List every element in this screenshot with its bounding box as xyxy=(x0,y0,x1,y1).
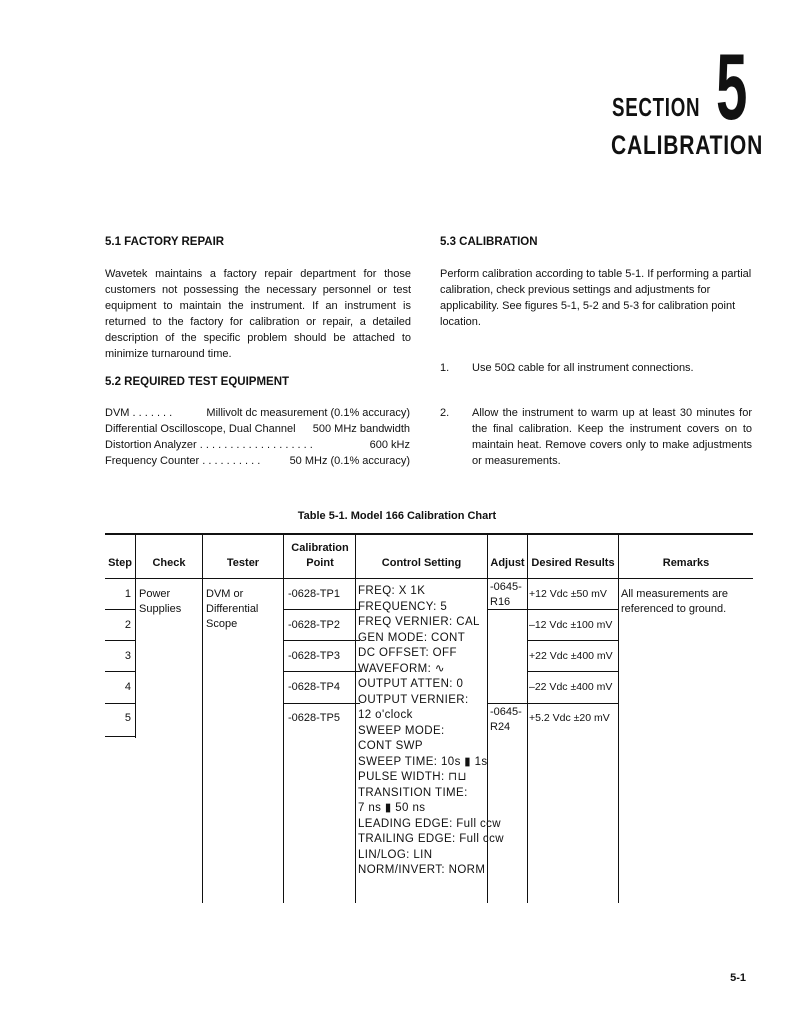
cal-point-cell: -0628-TP1 xyxy=(288,588,340,600)
header-step: Step xyxy=(108,557,132,569)
equipment-item xyxy=(105,453,410,469)
header-adjust: Adjust xyxy=(490,557,525,569)
cal-point-cell: -0628-TP4 xyxy=(288,681,340,693)
step-cell: 1 xyxy=(124,588,131,600)
row-rule xyxy=(105,671,136,672)
cal-point-cell: -0628-TP2 xyxy=(288,619,340,631)
desired-result-cell: +5.2 Vdc ±20 mV xyxy=(529,712,610,724)
control-setting-line: 7 ns ▮ 50 ns xyxy=(358,802,426,814)
column-rule xyxy=(355,533,356,903)
column-rule xyxy=(618,533,619,903)
test-equipment-list xyxy=(105,405,410,469)
equipment-spec: 50 MHz (0.1% accuracy) xyxy=(289,455,410,467)
equipment-name: Differential Oscilloscope, Dual Channel xyxy=(105,423,296,435)
cal-point-cell: -0628-TP3 xyxy=(288,650,340,662)
row-rule xyxy=(105,609,136,610)
row-rule xyxy=(283,703,360,704)
step-text: Allow the instrument to warm up at least 30 minutes for the final calibration. Keep the instrument covers on to maintain heat. Remove covers only to make adjustments or measurements. xyxy=(472,407,752,467)
equipment-item xyxy=(105,405,410,421)
table-caption: Table 5-1. Model 166 Calibration Chart xyxy=(297,510,497,522)
equipment-name: DVM . . . . . . . xyxy=(105,407,173,419)
row-rule xyxy=(527,671,618,672)
control-setting-line: LEADING EDGE: Full ccw xyxy=(358,817,501,830)
section-title: CALIBRATION xyxy=(611,130,764,160)
page-number: 5-1 xyxy=(730,972,746,984)
header-desired-results: Desired Results xyxy=(531,557,615,569)
tester-cell: DVM or Differential Scope xyxy=(206,588,259,630)
equipment-item xyxy=(105,437,410,453)
step-cell: 3 xyxy=(124,650,131,662)
desired-result-cell: –12 Vdc ±100 mV xyxy=(529,619,613,631)
header-tester: Tester xyxy=(226,557,260,569)
control-setting-line: FREQUENCY: 5 xyxy=(358,600,448,613)
control-setting-line: SWEEP TIME: 10s ▮ 1s xyxy=(358,755,488,768)
control-setting-line: FREQ VERNIER: CAL xyxy=(358,616,480,628)
equipment-spec: Millivolt dc measurement (0.1% accuracy) xyxy=(206,407,410,419)
step-number: 1. xyxy=(440,362,450,374)
control-setting-line: LIN/LOG: LIN xyxy=(358,848,433,861)
equipment-name: Distortion Analyzer . . . . . . . . . . . . . . . . . . . xyxy=(105,439,313,451)
control-setting-line: FREQ: X 1K xyxy=(358,585,426,597)
section-number: 5 xyxy=(716,34,748,139)
section-label: SECTION xyxy=(612,92,701,122)
control-setting-line: GEN MODE: CONT xyxy=(358,631,466,644)
remarks-cell: All measurements are referenced to ground. xyxy=(621,588,728,615)
column-rule xyxy=(527,533,528,903)
control-setting-line: OUTPUT VERNIER: xyxy=(358,693,469,706)
row-rule xyxy=(283,671,360,672)
desired-result-cell: +12 Vdc ±50 mV xyxy=(529,588,607,600)
equipment-item xyxy=(105,421,410,437)
header-check: Check xyxy=(152,557,186,569)
adjust-cell: -0645-R16 xyxy=(490,581,522,608)
row-rule xyxy=(527,640,618,641)
factory-repair-text: Wavetek maintains a factory repair department for those customers not possessing the necessary personnel or test equipment to maintain the instrument. If an instrument is returned to the factory for calibration or repair, a detailed description of the specific problem should be attached to minimize turnaround time. xyxy=(105,268,411,360)
row-rule xyxy=(283,640,360,641)
calibration-text: Perform calibration according to table 5-1. If performing a partial calibration, check previous settings and adjustments for applicability. See figures 5-1, 5-2 and 5-3 for calibration point location. xyxy=(440,268,752,328)
control-setting-line: 12 o'clock xyxy=(358,709,413,721)
equipment-name: Frequency Counter . . . . . . . . . . xyxy=(105,455,261,467)
column-rule xyxy=(202,533,203,903)
step-cell: 5 xyxy=(124,712,131,724)
header-remarks: Remarks xyxy=(662,557,710,569)
control-setting-line: DC OFFSET: OFF xyxy=(358,647,457,659)
column-rule xyxy=(283,533,284,903)
row-rule xyxy=(105,640,136,641)
equipment-spec: 500 MHz bandwidth xyxy=(312,423,410,435)
control-setting-line: WAVEFORM: ∿ xyxy=(358,662,445,675)
equipment-spec: 600 kHz xyxy=(369,439,410,451)
control-setting-line: PULSE WIDTH: ⊓⊔ xyxy=(358,771,467,783)
control-setting-line: SWEEP MODE: xyxy=(358,724,445,737)
control-setting-line: TRAILING EDGE: Full ccw xyxy=(358,833,504,845)
step-cell: 4 xyxy=(124,681,131,693)
row-rule xyxy=(487,703,618,704)
control-setting-line: NORM/INVERT: NORM xyxy=(358,864,486,876)
step-number: 2. xyxy=(440,407,450,419)
check-cell: Power Supplies xyxy=(139,588,182,615)
heading-5-1: 5.1 FACTORY REPAIR xyxy=(105,236,225,248)
row-rule xyxy=(105,703,136,704)
step-text: Use 50Ω cable for all instrument connections. xyxy=(472,362,694,374)
adjust-cell: -0645-R24 xyxy=(490,706,522,733)
desired-result-cell: –22 Vdc ±400 mV xyxy=(529,681,613,693)
header-calibration-point: Calibration Point xyxy=(291,542,349,569)
row-rule xyxy=(105,736,136,737)
header-control-setting: Control Setting xyxy=(381,557,462,569)
control-setting-line: CONT SWP xyxy=(358,740,423,752)
desired-result-cell: +22 Vdc ±400 mV xyxy=(529,650,613,662)
heading-5-3: 5.3 CALIBRATION xyxy=(440,236,538,248)
row-rule xyxy=(283,609,360,610)
heading-5-2: 5.2 REQUIRED TEST EQUIPMENT xyxy=(105,376,290,388)
control-setting-line: TRANSITION TIME: xyxy=(358,786,468,799)
step-cell: 2 xyxy=(124,619,131,631)
control-settings-cell xyxy=(358,584,504,879)
cal-point-cell: -0628-TP5 xyxy=(288,712,340,724)
control-setting-line: OUTPUT ATTEN: 0 xyxy=(358,678,464,690)
